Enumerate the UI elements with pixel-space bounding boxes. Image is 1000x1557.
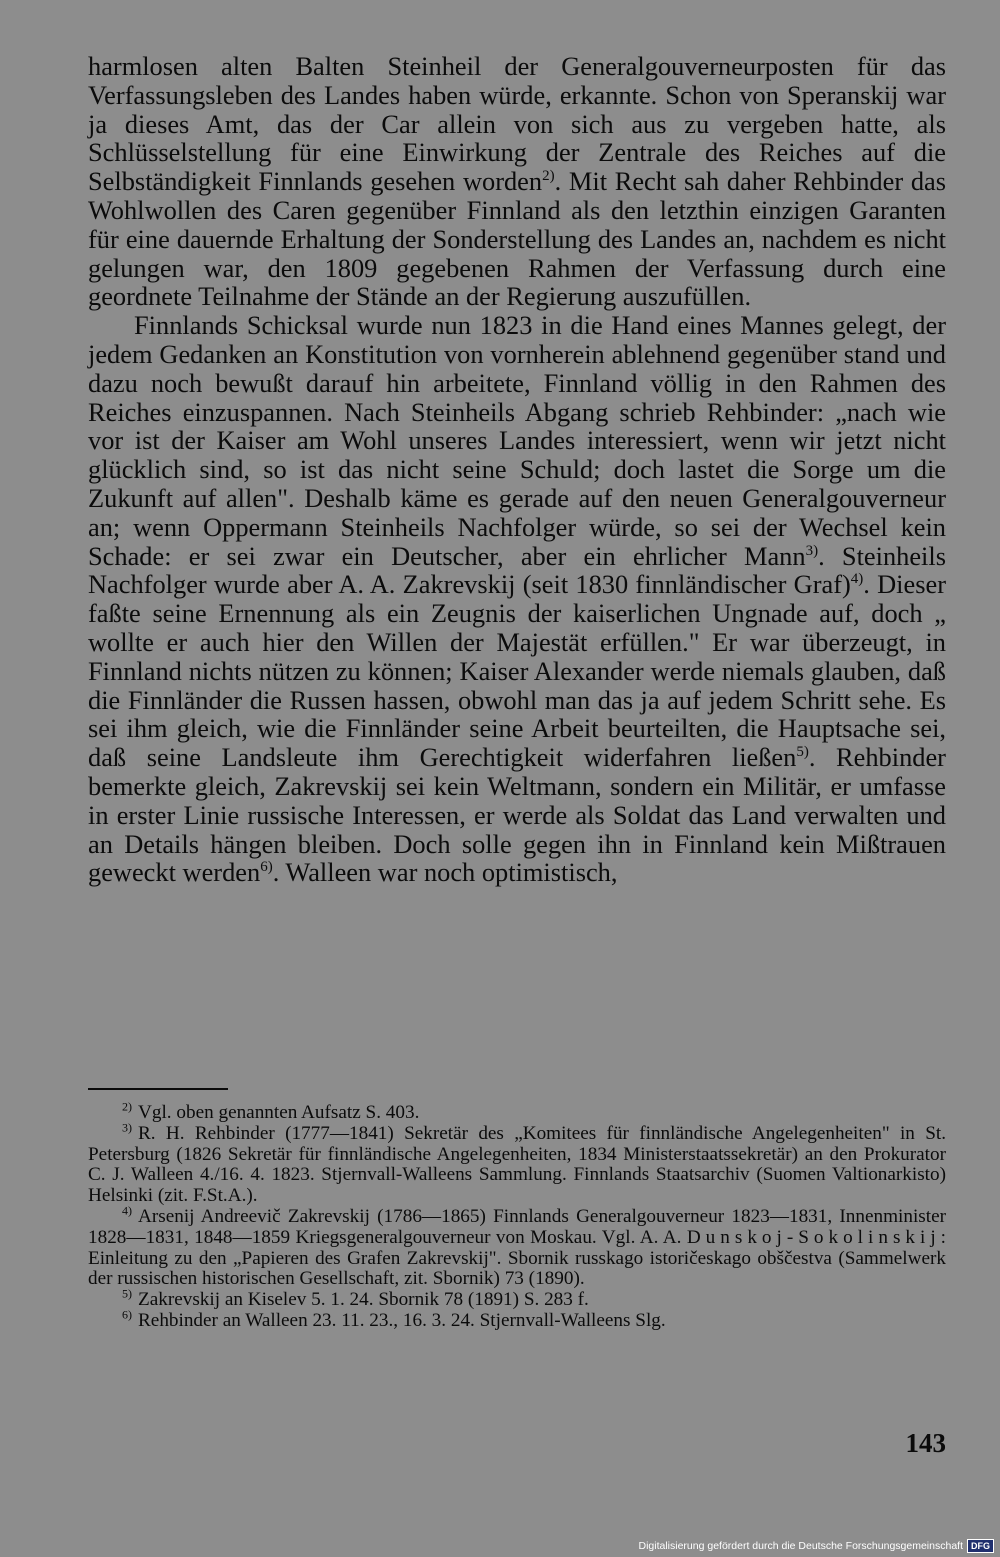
paragraph-text: . Steinheils Nachfolger wurde aber A. A. Zakrevskij (seit 1830 finnländischer Graf) xyxy=(88,540,946,600)
footnote-text: Arsenij Andreevič Zakrevskij (1786—1865) Finnlands Generalgouverneur 1823—1831, Innenminister 1828—1831, 1848—1859 Kriegsgeneralgouverneur von Moskau. Vgl. A. A. xyxy=(88,1205,946,1248)
paragraph-text: . Rehbinder bemerkte gleich, Zakrevskij sei kein Weltmann, sondern ein Militär, er umfasse in erster Linie russische Interessen, er werde als Soldat das Land verwalten und an Details hängen bleiben. Doch solle gegen ihn in Finnland kein Mißtrauen geweckt werden xyxy=(88,742,946,888)
dfg-logo-icon: DFG xyxy=(967,1539,994,1553)
footnote-text: Vgl. oben genannten Aufsatz S. 403. xyxy=(138,1102,420,1123)
footnote-6 xyxy=(88,1307,946,1332)
paragraph-2 xyxy=(88,311,946,887)
footnotes xyxy=(88,1099,947,1332)
footnote-mark-3: 3) xyxy=(122,1120,132,1135)
paragraph-text: . Dieser faßte seine Ernennung als ein Zeugnis der kaiserlichen Ungnade auf, doch „ wollte er auch hier den Willen der Majestät erfüllen." Er war überzeugt, in Finnland nichts nützen zu können; Kaiser Alexander werde niemals glauben, daß die Finnländer die Russen hassen, obwohl man das ja auf jedem Schritt sehe. Es sei ihm gleich, wie die Finnländer seine Arbeit beurteilten, die Hauptsache sei, daß seine Landsleute ihm Gerechtigkeit widerfahren ließen xyxy=(88,569,946,773)
footnote-mark xyxy=(88,1203,138,1228)
footnote-5 xyxy=(88,1286,946,1311)
paragraph-text: Finnlands Schicksal wurde nun 1823 in die Hand eines Mannes gelegt, der jedem Gedanken an Konstitution von vornherein ablehnend gegenüber stand und dazu noch bewußt darauf hin arbeitete, Finnland völlig in den Rahmen des Reiches einzuspannen. Nach Steinheils Abgang schrieb Rehbinder: „nach wie vor ist der Kaiser am Wohl unseres Landes interessiert, wenn wir jetzt nicht glücklich sind, so ist das nicht seine Schuld; doch lastet die Sorge um die Zukunft auf allen". Deshalb käme es gerade auf den neuen Generalgouverneur an; wenn Oppermann Steinheils Nachfolger würde, so sei der Wechsel kein Schade: er sei zwar ein Deutscher, aber ein ehrlicher Mann xyxy=(88,310,946,571)
footnote-ref-4[interactable]: 4) xyxy=(850,571,864,588)
footnote-ref-6[interactable]: 6) xyxy=(260,859,273,876)
footnote-4 xyxy=(88,1203,947,1290)
footnote-text: : Einleitung zu den „Papieren des Grafen Zakrevskij". Sbornik russkago istoričeskago obščestva (Sammelwerk der russischen historischen Gesellschaft, zit. Sbornik) 73 (1890). xyxy=(88,1226,947,1290)
footnote-mark xyxy=(88,1120,138,1145)
paragraph-text: harmlosen alten Balten Steinheil der Generalgouverneurposten für das Verfassungsleben des Landes haben würde, erkannte. Schon von Speranskij war ja dieses Amt, das der Car allein von sich aus zu vergeben hatte, als Schlüsselstellung für eine Einwirkung der Zentrale des Reiches auf die Selbständigkeit Finnlands gesehen worden xyxy=(88,51,946,197)
credit-text: Digitalisierung gefördert durch die Deutsche Forschungsgemeinschaft xyxy=(638,1540,963,1552)
body-text xyxy=(88,52,946,887)
footnote-mark-6: 6) xyxy=(122,1307,132,1322)
footnote-2 xyxy=(88,1099,946,1124)
paragraph-text: . Mit Recht sah daher Rehbinder das Wohlwollen des Caren gegenüber Finnland als den letzthin einzigen Garanten für eine dauernde Erhaltung der Sonderstellung des Landes an, nachdem es nicht gelungen war, den 1809 gegebenen Rahmen der Verfassung durch eine geordnete Teilnahme der Stände an der Regierung auszufüllen. xyxy=(88,166,946,312)
digitization-credit xyxy=(638,1539,994,1553)
footnote-text: R. H. Rehbinder (1777—1841) Sekretär des „Komitees für finnländische Angelegenheiten" in St. Petersburg (1826 Sekretär für finnländische Angelegenheiten, 1834 Ministerstaatssekretär) an den Prokurator C. J. Walleen 4./16. 4. 1823. Stjernvall-Walleens Sammlung. Finnlands Staatsarchiv (Suomen Valtionarkisto) Helsinki (zit. F.St.A.). xyxy=(88,1122,946,1207)
footnote-mark-2: 2) xyxy=(122,1099,132,1114)
footnote-text: Zakrevskij an Kiselev 5. 1. 24. Sbornik 78 (1891) S. 283 f. xyxy=(138,1289,589,1311)
footnote-ref-5[interactable]: 5) xyxy=(796,744,809,761)
footnote-author: Dunskoj-Sokolinskij xyxy=(686,1226,941,1248)
footnote-ref-2[interactable]: 2) xyxy=(542,168,555,185)
footnote-mark-5: 5) xyxy=(122,1286,132,1301)
footnote-mark-4: 4) xyxy=(122,1203,132,1218)
paragraph-text: . Walleen war noch optimistisch, xyxy=(272,857,618,888)
footnote-divider xyxy=(88,1088,228,1090)
paragraph-1 xyxy=(88,52,946,311)
footnote-ref-3[interactable]: 3) xyxy=(805,542,819,559)
footnote-text: Rehbinder an Walleen 23. 11. 23., 16. 3. 24. Stjernvall-Walleens Slg. xyxy=(138,1309,666,1331)
footnote-mark xyxy=(88,1307,138,1332)
footnote-3 xyxy=(88,1120,946,1207)
page-number: 143 xyxy=(905,1428,946,1458)
